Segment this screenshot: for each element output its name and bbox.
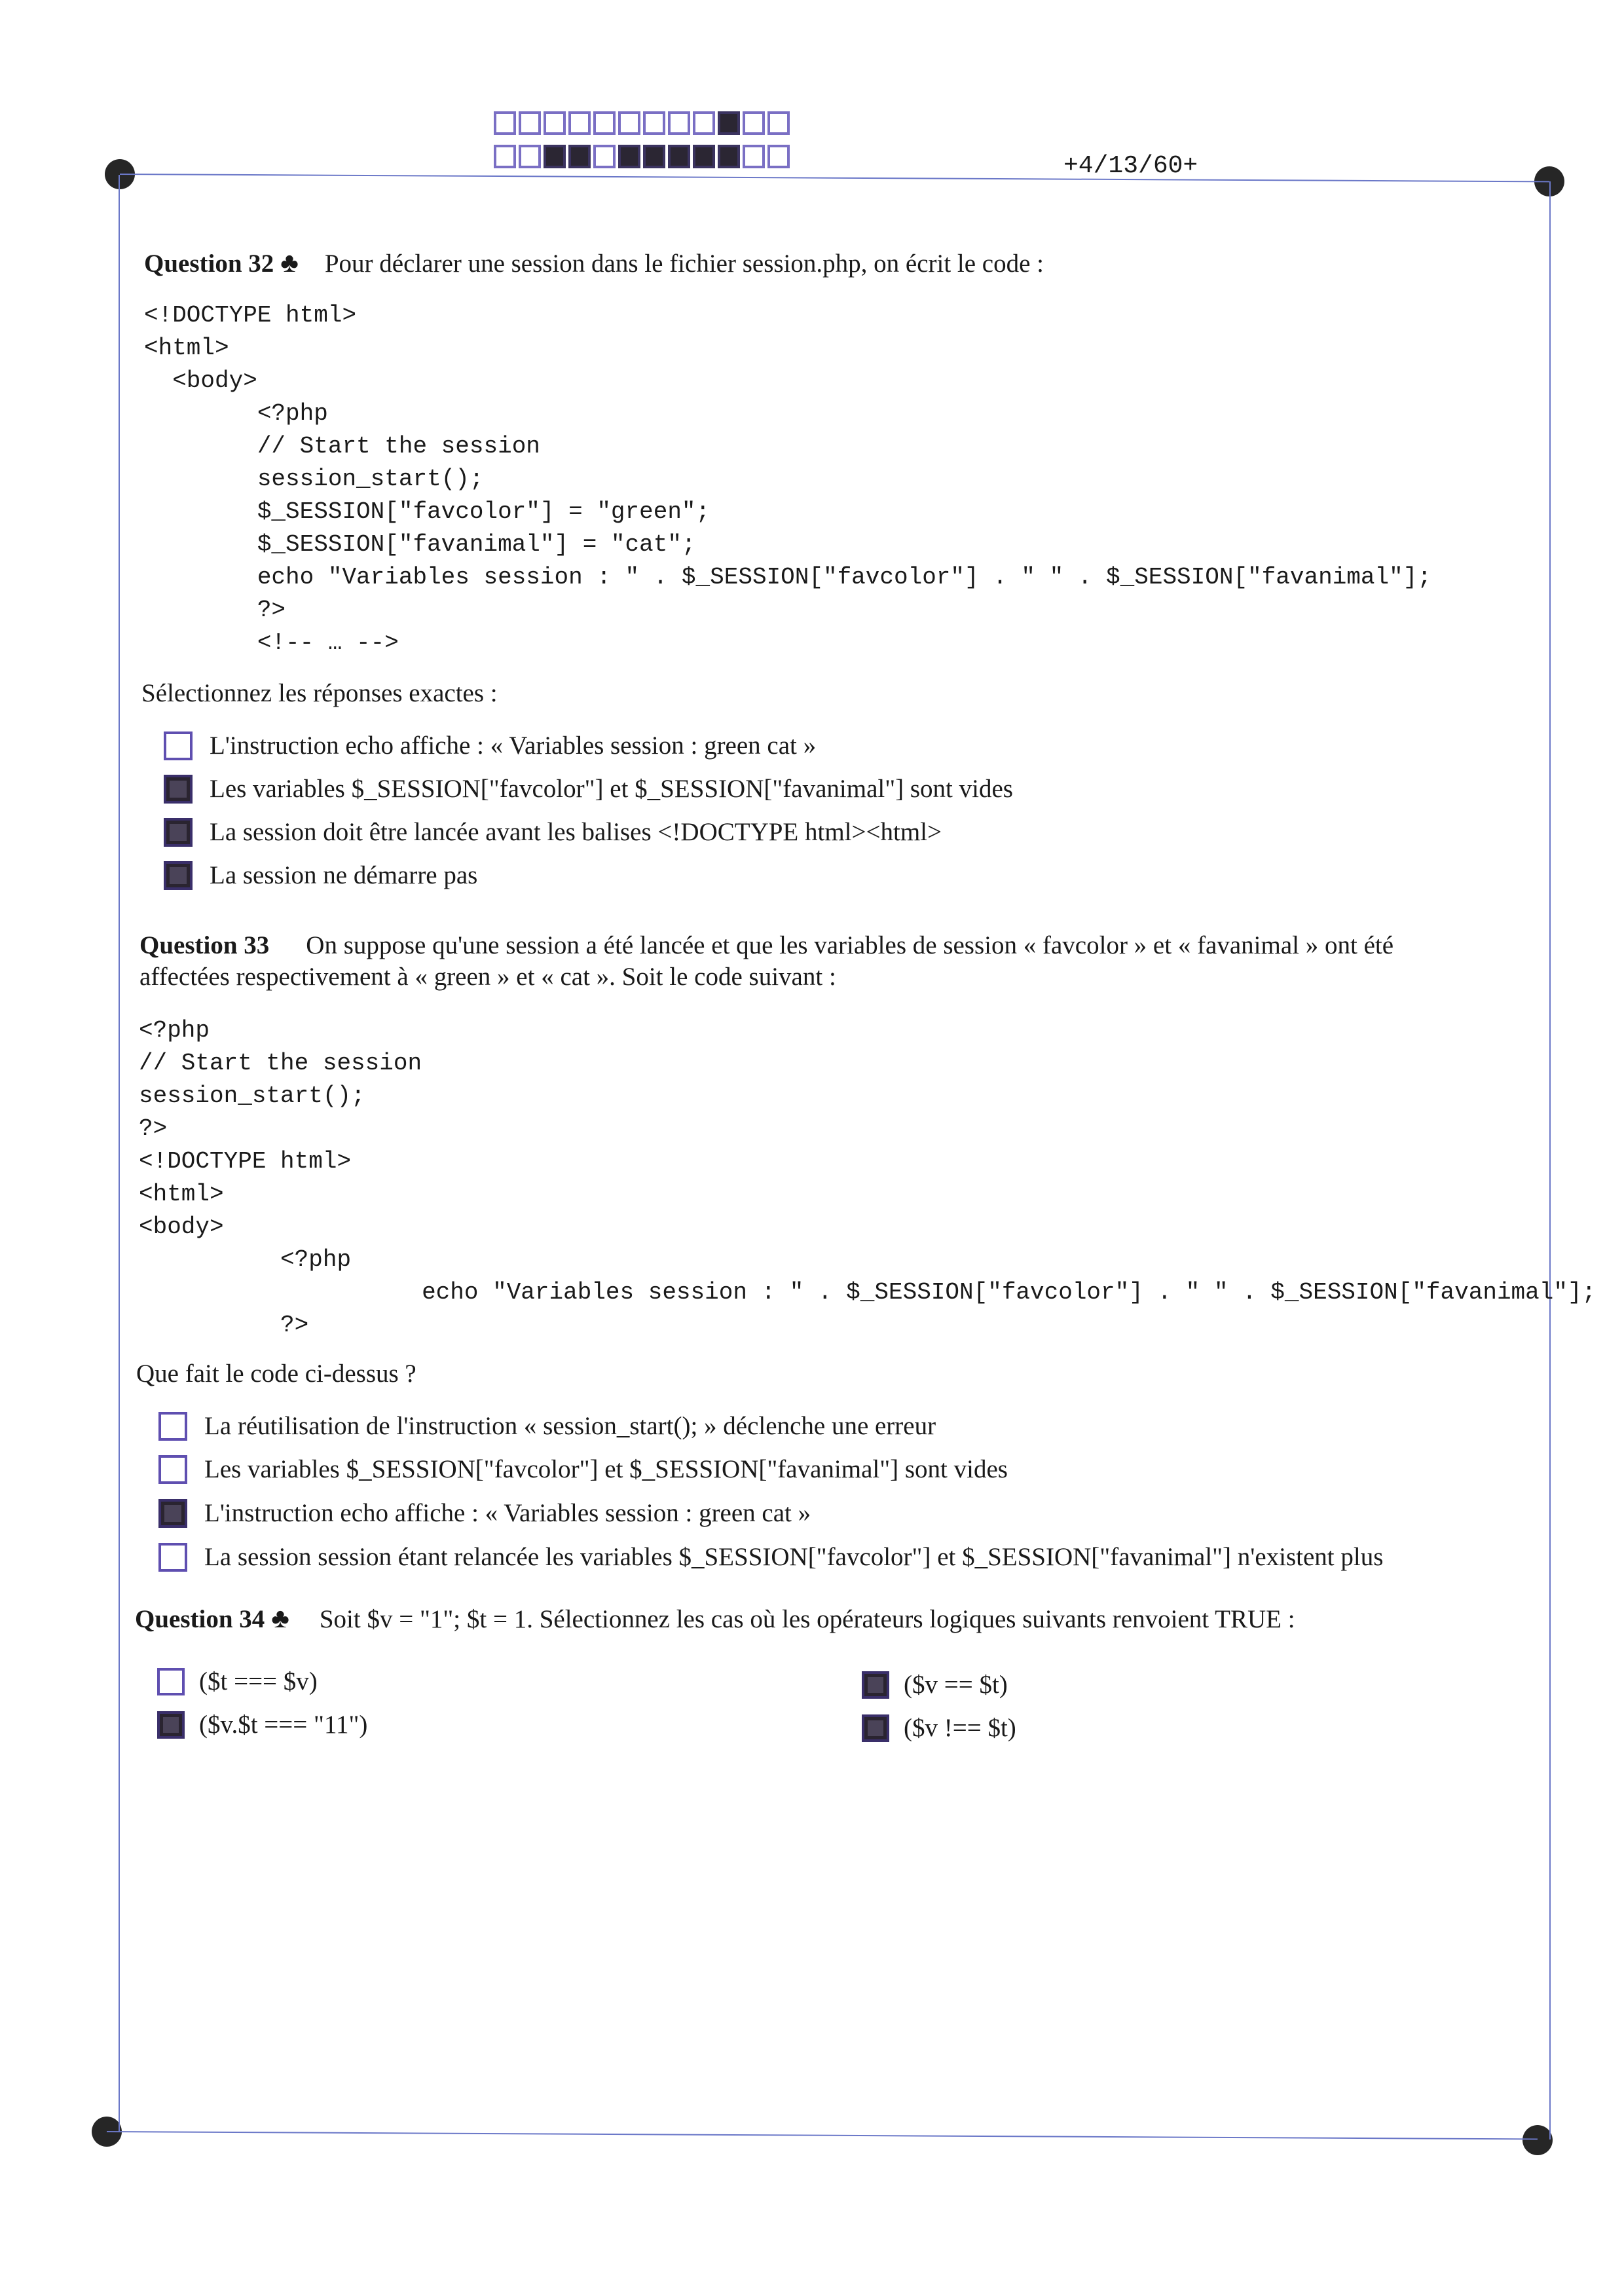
q33-checkbox-4[interactable] [158, 1543, 187, 1572]
q34-checkbox-4[interactable] [862, 1714, 889, 1742]
q32-answer-1[interactable] [164, 731, 816, 760]
q33-answer-1-text: La réutilisation de l'instruction « session_start(); » déclenche une erreur [204, 1412, 936, 1440]
frame-bottom [107, 2131, 1538, 2139]
q34-answer-1[interactable] [157, 1667, 318, 1696]
q34-answer-1-text: ($t === $v) [199, 1667, 318, 1695]
q32-answer-4[interactable] [164, 861, 477, 890]
id-cell [544, 111, 566, 135]
q33-answer-4[interactable] [158, 1542, 1383, 1572]
id-cell [693, 111, 715, 135]
question-32-label: Question 32 [144, 250, 274, 278]
q33-answer-2[interactable] [158, 1454, 1008, 1484]
q32-answer-3-text: La session doit être lancée avant les balises <!DOCTYPE html><html> [210, 818, 942, 846]
id-cell [494, 145, 516, 168]
id-cell [693, 145, 715, 168]
id-cell [519, 111, 541, 135]
page-id: +4/13/60+ [1063, 152, 1198, 180]
id-cell [718, 145, 740, 168]
id-grid-row-2 [494, 145, 790, 168]
question-32-code: <!DOCTYPE html> <html> <body> <?php // Start the session session_start(); $_SESSION["favcolor"] = "green"; $_SESSION["favanimal"] = "cat"; echo "Variables session : " . $_SESSION["favcolor"] . " " . $_SESSION["favanimal"]; ?> <!-- … --> [144, 302, 1431, 656]
q34-checkbox-1[interactable] [157, 1668, 185, 1695]
q34-checkbox-2[interactable] [157, 1711, 185, 1739]
q34-answer-3[interactable] [862, 1670, 1008, 1699]
q34-answer-3-text: ($v == $t) [904, 1671, 1008, 1699]
q33-checkbox-1[interactable] [158, 1412, 187, 1441]
q33-answer-1[interactable] [158, 1411, 936, 1441]
question-33-instruction: Que fait le code ci-dessus ? [136, 1360, 416, 1388]
q32-checkbox-1[interactable] [164, 731, 193, 760]
q34-answer-2-text: ($v.$t === "11") [199, 1711, 368, 1739]
id-cell [767, 111, 790, 135]
q32-answer-1-text: L'instruction echo affiche : « Variables session : green cat » [210, 731, 817, 760]
q32-checkbox-2[interactable] [164, 775, 193, 804]
id-grid-row-1 [494, 111, 790, 135]
question-33-header [139, 930, 1541, 993]
question-33-code: <?php // Start the session session_start(); ?> <!DOCTYPE html> <html> <body> <?php echo "Variables session : " . $_SESSION["favcolor"] . " " . $_SESSION["favanimal"]; ?> [139, 1017, 1596, 1339]
question-34-text: Soit $v = "1"; $t = 1. Sélectionnez les cas où les opérateurs logiques suivants renvoient TRUE : [319, 1605, 1295, 1633]
q34-answer-2[interactable] [157, 1710, 367, 1739]
q33-checkbox-2[interactable] [158, 1455, 187, 1484]
id-cell [618, 145, 640, 168]
id-cell [544, 145, 566, 168]
question-34-label: Question 34 [135, 1605, 265, 1633]
q32-answer-4-text: La session ne démarre pas [210, 861, 478, 889]
question-32-text: Pour déclarer une session dans le fichier session.php, on écrit le code : [324, 250, 1044, 278]
q33-answer-2-text: Les variables $_SESSION["favcolor"] et $_SESSION["favanimal"] sont vides [204, 1455, 1008, 1483]
q34-answer-4-text: ($v !== $t) [904, 1714, 1016, 1742]
id-cell [743, 145, 765, 168]
q32-checkbox-4[interactable] [164, 861, 193, 890]
id-cell [519, 145, 541, 168]
question-33-label: Question 33 [139, 931, 270, 959]
q33-answer-4-text: La session session étant relancée les variables $_SESSION["favcolor"] et $_SESSION["favanimal"] n'existent plus [204, 1543, 1384, 1571]
question-32-header [144, 248, 1044, 279]
q32-checkbox-3[interactable] [164, 818, 193, 847]
id-cell [643, 145, 665, 168]
q33-checkbox-3[interactable] [158, 1499, 187, 1528]
id-cell [743, 111, 765, 135]
id-cell [668, 111, 690, 135]
id-cell [494, 111, 516, 135]
id-cell [593, 145, 616, 168]
id-cell [593, 111, 616, 135]
club-icon: ♣ [280, 248, 299, 278]
club-icon: ♣ [271, 1604, 289, 1634]
id-cell [643, 111, 665, 135]
question-33-text-line-1: On suppose qu'une session a été lancée et que les variables de session « favcolor » et « favanimal » ont été [306, 931, 1394, 959]
question-34-header [135, 1603, 1295, 1635]
q32-answer-2-text: Les variables $_SESSION["favcolor"] et $_SESSION["favanimal"] sont vides [210, 775, 1013, 803]
id-cell [718, 111, 740, 135]
id-cell [618, 111, 640, 135]
q33-answer-3[interactable] [158, 1498, 811, 1528]
id-cell [668, 145, 690, 168]
id-cell [767, 145, 790, 168]
frame-left [119, 175, 120, 2132]
frame-top [120, 174, 1549, 182]
corner-mark-bottom-right [1522, 2125, 1553, 2155]
question-33-text-line-2: affectées respectivement à « green » et « cat ». Soit le code suivant : [139, 963, 836, 991]
id-cell [568, 111, 591, 135]
q34-answer-4[interactable] [862, 1713, 1016, 1743]
q32-answer-3[interactable] [164, 817, 942, 847]
q34-checkbox-3[interactable] [862, 1671, 889, 1699]
id-cell [568, 145, 591, 168]
question-32-instruction: Sélectionnez les réponses exactes : [141, 679, 498, 707]
q32-answer-2[interactable] [164, 774, 1013, 804]
q33-answer-3-text: L'instruction echo affiche : « Variables session : green cat » [204, 1499, 811, 1527]
